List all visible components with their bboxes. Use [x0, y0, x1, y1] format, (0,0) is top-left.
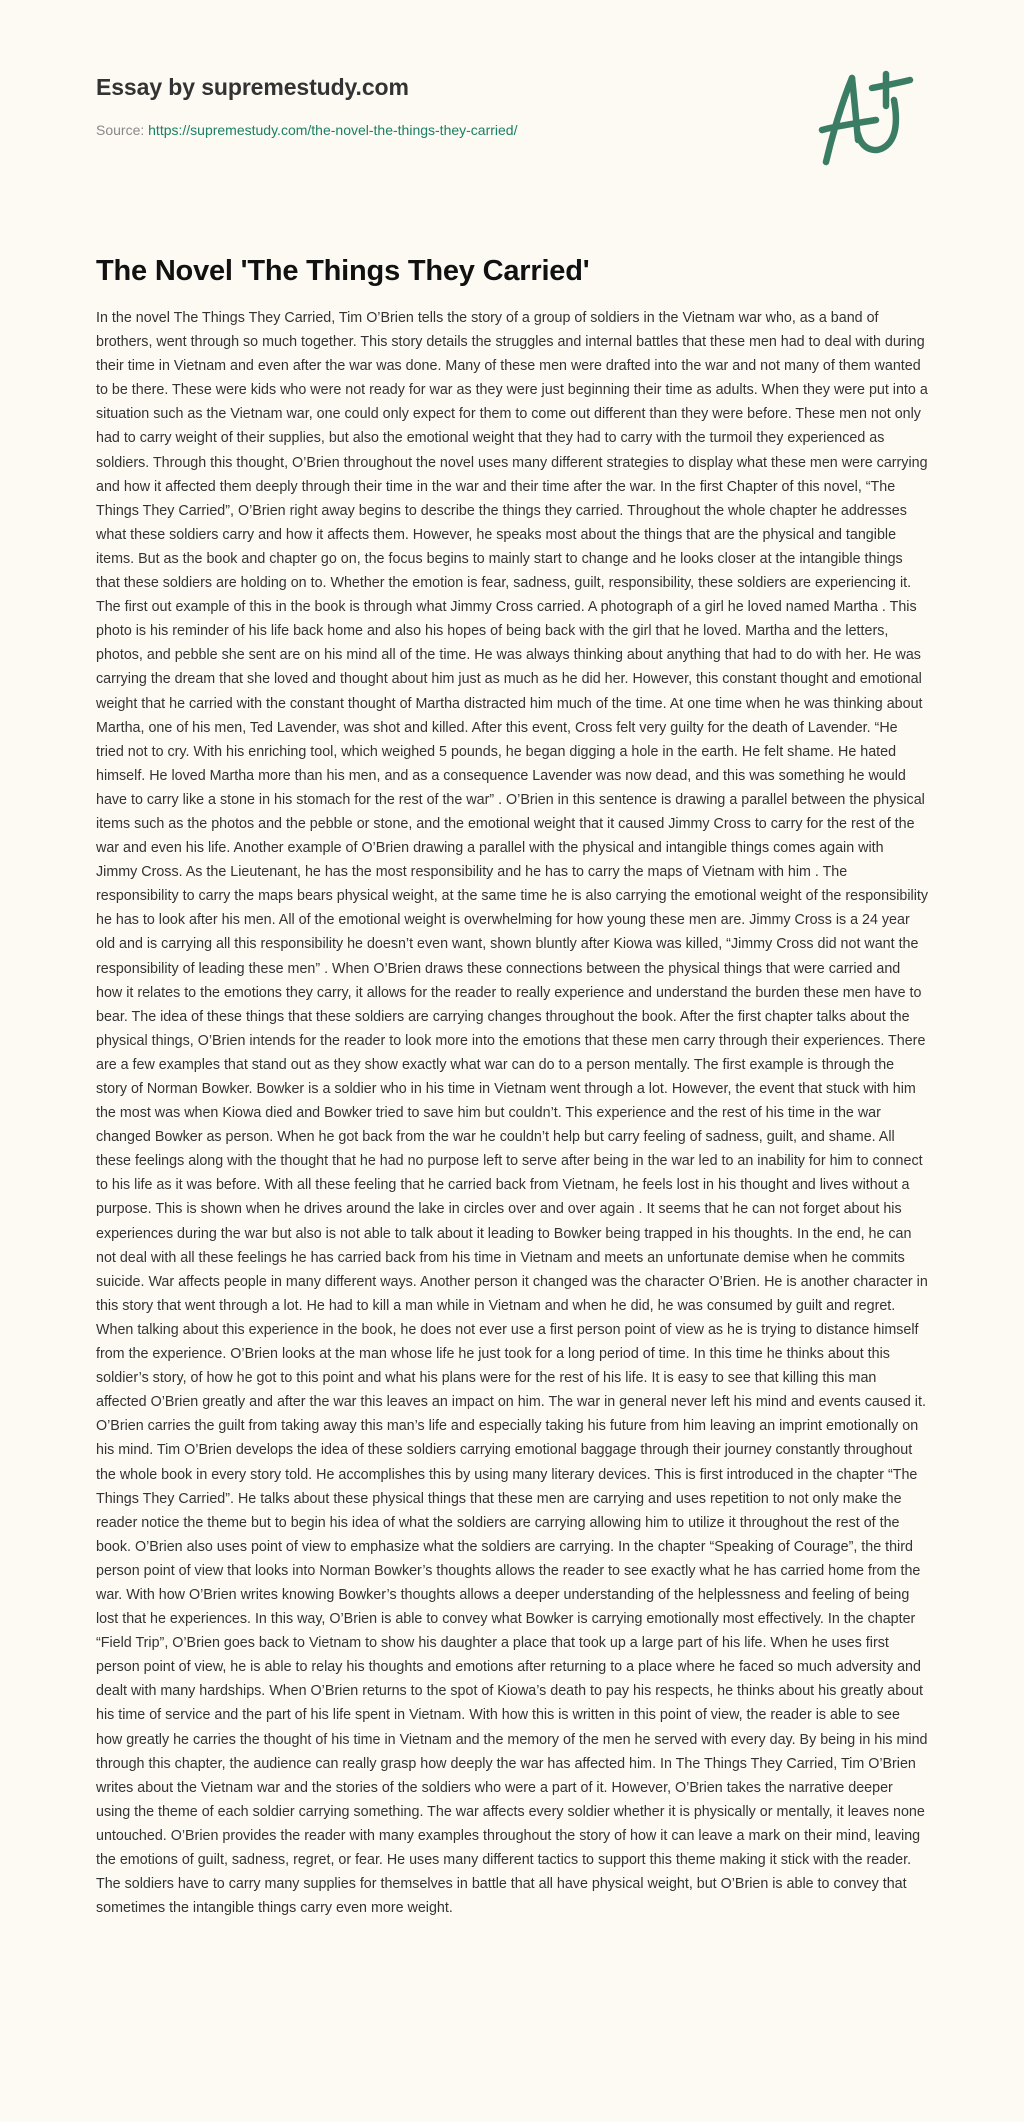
source-link[interactable]: https://supremestudy.com/the-novel-the-things-they-carried/ [148, 122, 518, 138]
source-line [96, 122, 518, 138]
document-title: The Novel 'The Things They Carried' [96, 255, 590, 287]
a-plus-grade-icon [818, 66, 928, 166]
page-header [96, 0, 928, 240]
source-label: Source: [96, 122, 145, 138]
site-title: Essay by supremestudy.com [96, 74, 409, 100]
document-body: In the novel The Things They Carried, Tim O’Brien tells the story of a group of soldiers in the Vietnam war who, as a band of brothers, went through so much together. This story details the struggles and internal battles that these men had to deal with during their time in Vietnam and even after the war was done. Many of these men were drafted into the war and not many of them wanted to be there. These were kids who were not ready for war as they were just beginning their time as adults. When they were put into a situation such as the Vietnam war, one could only expect for them to come out different than they were before. These men not only had to carry weight of their supplies, but also the emotional weight that they had to carry with the turmoil they experienced as soldiers. Through this thought, O’Brien throughout the novel uses many different strategies to display what these men were carrying and how it affected them deeply through their time in the war and their time after the war. In the first Chapter of this novel, “The Things They Carried”, O’Brien right away begins to describe the things they carried. Throughout the whole chapter he addresses what these soldiers carry and how it affects them. However, he speaks most about the things that are the physical and tangible items. But as the book and chapter go on, the focus begins to mainly start to change and he looks closer at the intangible things that these soldiers are holding on to. Whether the emotion is fear, sadness, guilt, responsibility, these soldiers are experiencing it. The first out example of this in the book is through what Jimmy Cross carried. A photograph of a girl he loved named Martha . This photo is his reminder of his life back home and also his hopes of being back with the girl that he loved. Martha and the letters, photos, and pebble she sent are on his mind all of the time. He was always thinking about anything that had to do with her. He was carrying the dream that she loved and thought about him just as much as he did her. However, this constant thought and emotional weight that he carried with the constant thought of Martha distracted him much of the time. At one time when he was thinking about Martha, one of his men, Ted Lavender, was shot and killed. After this event, Cross felt very guilty for the death of Lavender. “He tried not to cry. With his enriching tool, which weighed 5 pounds, he began digging a hole in the earth. He felt shame. He hated himself. He loved Martha more than his men, and as a consequence Lavender was now dead, and this was something he would have to carry like a stone in his stomach for the rest of the war” . O’Brien in this sentence is drawing a parallel between the physical items such as the photos and the pebble or stone, and the emotional weight that it caused Jimmy Cross to carry for the rest of the war and even his life. Another example of O’Brien drawing a parallel with the physical and intangible things comes again with Jimmy Cross. As the Lieutenant, he has the most responsibility and he has to carry the maps of Vietnam with him . The responsibility to carry the maps bears physical weight, at the same time he is also carrying the emotional weight of the responsibility he has to look after his men. All of the emotional weight is overwhelming for how young these men are. Jimmy Cross is a 24 year old and is carrying all this responsibility he doesn’t even want, shown bluntly after Kiowa was killed, “Jimmy Cross did not want the responsibility of leading these men” . When O’Brien draws these connections between the physical things that were carried and how it relates to the emotions they carry, it allows for the reader to really experience and understand the burden these men have to bear. The idea of these things that these soldiers are carrying changes throughout the book. After the first chapter talks about the physical things, O’Brien intends for the reader to look more into the emotions that these men carry through their experiences. There are a few examples that stand out as they show exactly what war can do to a person mentally. The first example is through the story of Norman Bowker. Bowker is a soldier who in his time in Vietnam went through a lot. However, the event that stuck with him the most was when Kiowa died and Bowker tried to save him but couldn’t. This experience and the rest of his time in the war changed Bowker as person. When he got back from the war he couldn’t help but carry feeling of sadness, guilt, and shame. All these feelings along with the thought that he had no purpose left to serve after being in the war led to an inability for him to connect to his life as it was before. With all these feeling that he carried back from Vietnam, he feels lost in his thought and lives without a purpose. This is shown when he drives around the lake in circles over and over again . It seems that he can not forget about his experiences during the war but also is not able to talk about it leading to Bowker being trapped in his thoughts. In the end, he can not deal with all these feelings he has carried back from his time in Vietnam and meets an unfortunate demise when he commits suicide. War affects people in many different ways. Another person it changed was the character O’Brien. He is another character in this story that went through a lot. He had to kill a man while in Vietnam and when he did, he was consumed by guilt and regret. When talking about this experience in the book, he does not ever use a first person point of view as he is trying to distance himself from the experience. O’Brien looks at the man whose life he just took for a long period of time. In this time he thinks about this soldier’s story, of how he got to this point and what his plans were for the rest of his life. It is easy to see that killing this man affected O’Brien greatly and after the war this leaves an impact on him. The war in general never left his mind and events caused it. O’Brien carries the guilt from taking away this man’s life and especially taking his future from him leaving an imprint emotionally on his mind. Tim O’Brien develops the idea of these soldiers carrying emotional baggage through their journey constantly throughout the whole book in every story told. He accomplishes this by using many literary devices. This is first introduced in the chapter “The Things They Carried”. He talks about these physical things that these men are carrying and uses repetition to not only make the reader notice the theme but to begin his idea of what the soldiers are carrying allowing him to utilize it throughout the rest of the book. O’Brien also uses point of view to emphasize what the soldiers are carrying. In the chapter “Speaking of Courage”, the third person point of view that looks into Norman Bowker’s thoughts allows the reader to see exactly what he has carried home from the war. With how O’Brien writes knowing Bowker’s thoughts allows a deeper understanding of the helplessness and feeling of being lost that he experiences. In this way, O’Brien is able to convey what Bowker is carrying emotionally most effectively. In the chapter “Field Trip”, O’Brien goes back to Vietnam to show his daughter a place that took up a large part of his life. When he uses first person point of view, he is able to relay his thoughts and emotions after returning to a place where he faced so much adversity and dealt with many hardships. When O’Brien returns to the spot of Kiowa’s death to pay his respects, he thinks about his greatly about his time of service and the part of his life spent in Vietnam. With how this is written in this point of view, the reader is able to see how greatly he carries the thought of his time in Vietnam and the memory of the men he served with every day. By being in his mind through this chapter, the audience can really grasp how deeply the war has affected him. In The Things They Carried, Tim O’Brien writes about the Vietnam war and the stories of the soldiers who were a part of it. However, O’Brien takes the narrative deeper using the theme of each soldier carrying something. The war affects every soldier whether it is physically or mentally, it leaves none untouched. O’Brien provides the reader with many examples throughout the story of how it can leave a mark on their mind, leaving the emotions of guilt, sadness, regret, or fear. He uses many different tactics to support this theme making it stick with the reader. The soldiers have to carry many supplies for themselves in battle that all have physical weight, but O’Brien is able to convey that sometimes the intangible things carry even more weight. [96, 310, 928, 1917]
